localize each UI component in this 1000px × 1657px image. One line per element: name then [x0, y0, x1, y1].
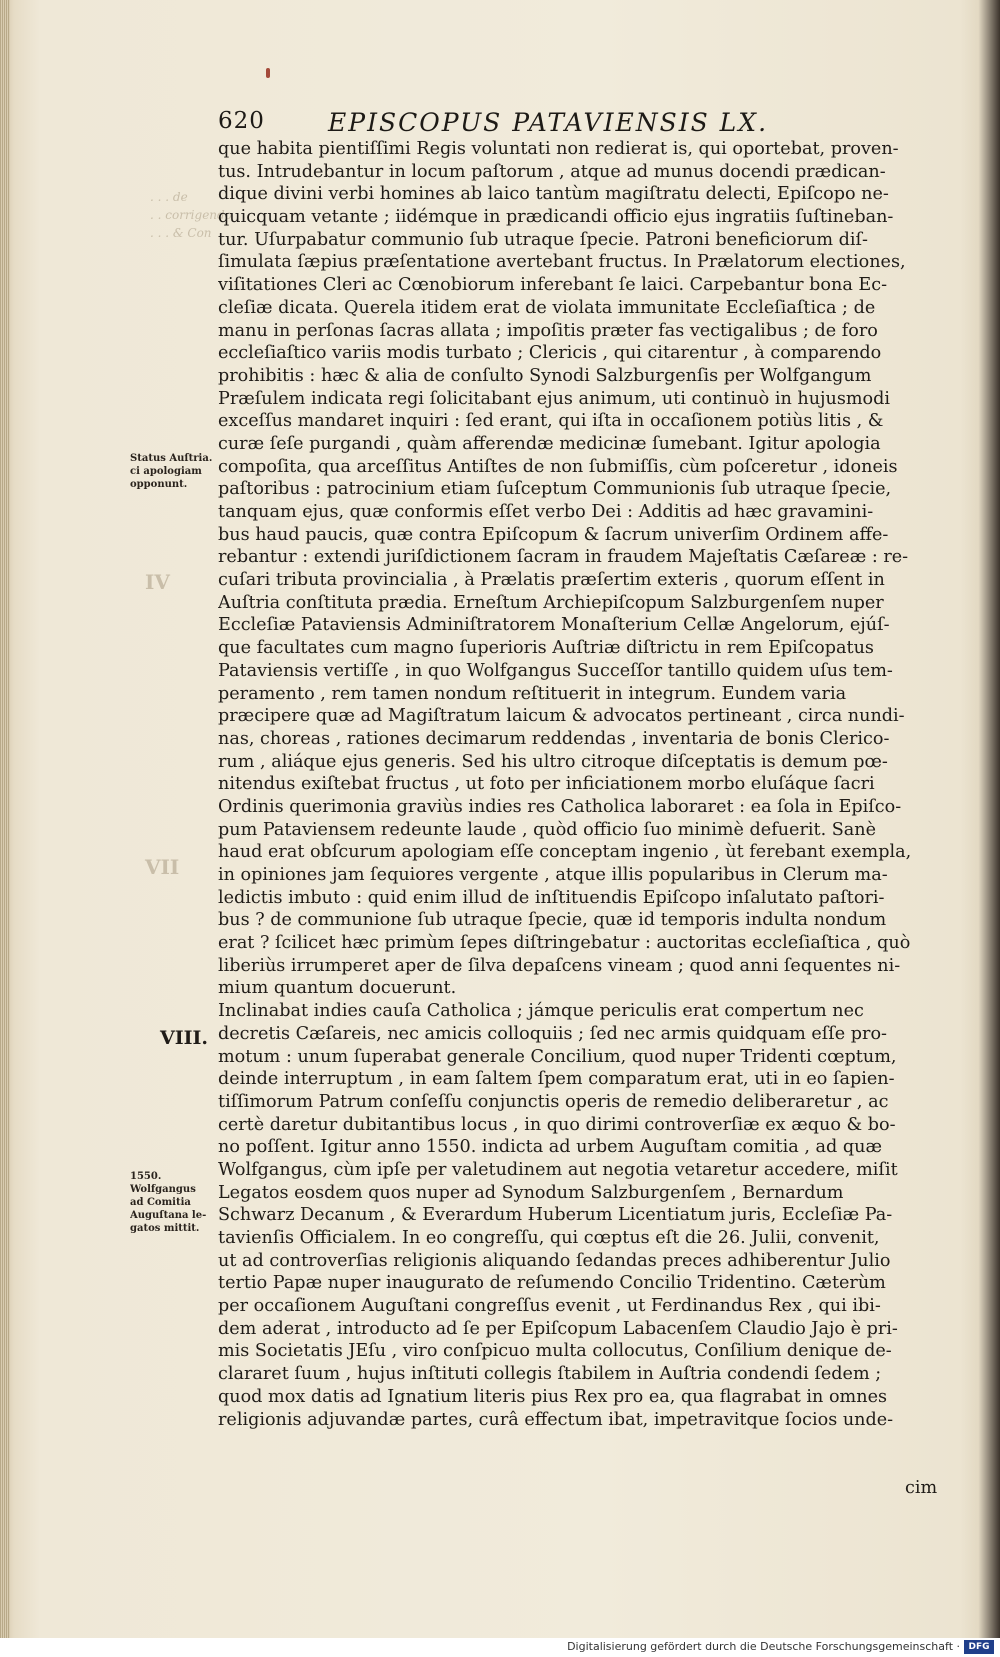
page-header [218, 108, 818, 140]
text-line: no poſſent. Igitur anno 1550. indicta ad urbem Auguſtam comitia , ad quæ [218, 1137, 882, 1158]
footer-credit: Digitalisierung gefördert durch die Deutsche Forschungsgemeinschaft · [567, 1640, 960, 1653]
text-line: nitendus exiſtebat fructus , ut foto per inficiationem morbo eluſáque ſacri [218, 774, 875, 795]
margin-note-line: opponunt. [130, 479, 188, 490]
text-line: que facultates cum magno ſuperioris Auſtriæ diſtrictu in rem Epiſcopatus [218, 638, 874, 659]
text-line: Inclinabat indies cauſa Catholica ; jámque periculis erat compertum nec [218, 1001, 864, 1022]
text-line: haud erat obſcurum apologiam eſſe conceptam ingenio , ùt ferebant exempla, [218, 842, 912, 863]
text-line: que habita pientiſſimi Regis voluntati non redierat is, qui oportebat, proven- [218, 139, 899, 159]
text-line: rebantur : extendi juriſdictionem ſacram in fraudem Majeſtatis Cæſareæ : re- [218, 547, 909, 568]
text-line: Ordinis querimonia graviùs indies res Catholica laboraret : ea ſola in Epiſco- [218, 796, 902, 817]
text-line: pum Pataviensem redeunte laude , quòd officio ſuo minimè defuerit. Sanè [218, 819, 877, 840]
text-line: Schwarz Decanum , & Everardum Huberum Licentiatum juris, Eccleſiæ Pa- [218, 1205, 893, 1226]
text-line: religionis adjuvandæ partes, curâ effectum ibat, impetravitque ſocios unde- [218, 1409, 894, 1430]
text-line: tavienſis Officialem. In eo congreſſu, qui cœptus eſt die 26. Julii, convenit, [218, 1228, 880, 1248]
text-line: deinde interruptum , in eam ſaltem ſpem comparatum erat, uti in eo ſapien- [218, 1069, 895, 1090]
catchword: cim [905, 1478, 938, 1498]
text-line: Præſulem indicata regi ſolicitabant ejus animum, uti continuò in hujusmodi [218, 388, 891, 409]
margin-note-line: ad Comitia [130, 1197, 191, 1208]
text-line: bus haud paucis, quæ contra Epiſcopum & ſacrum univerſim Ordinem affe- [218, 524, 889, 545]
page-number: 620 [218, 108, 265, 134]
bleed-through-text: . . corrigendo [150, 208, 232, 222]
text-line: exceſſus mandaret inquiri : ſed erant, qui iſta in occaſionem potiùs litis , & [218, 411, 884, 432]
dfg-logo: DFG [964, 1640, 994, 1654]
body-text [218, 138, 930, 1431]
text-line: in opiniones jam ſequiores vergente , atque illis popularibus in Clerum ma- [218, 865, 888, 885]
bleed-through-text: . . . & Con [150, 226, 212, 240]
ink-speck [266, 68, 270, 78]
text-line: Wolfgangus, cùm ipſe per valetudinem aut negotia vetaretur accedere, miſit [218, 1159, 898, 1180]
text-line: liberiùs irrumperet aper de ſilva depaſcens vineam ; quod anni ſequentes ni- [218, 955, 901, 976]
text-line: prohibitis : hæc & alia de conſulto Synodi Salzburgenſis per Wolfgangum [218, 365, 872, 386]
text-line: tus. Intrudebantur in locum paſtorum , atque ad munus docendi prædican- [218, 161, 886, 182]
text-line: decretis Cæſareis, nec amicis colloquiis ; ſed nec armis quidquam eſſe pro- [218, 1023, 887, 1044]
text-line: per occaſionem Auguſtani congreſſus evenit , ut Ferdinandus Rex , qui ibi- [218, 1296, 881, 1317]
text-line: Auſtria conſtituta prædia. Erneſtum Archiepiſcopum Salzburgenſem nuper [218, 592, 884, 613]
text-line: bus ? de communione ſub utraque ſpecie, quæ id temporis indulta nondum [218, 910, 887, 931]
bleed-through-text: . . . de [150, 190, 188, 204]
text-line: curæ ſeſe purgandi , quàm afferendæ medicinæ ſumebant. Igitur apologia [218, 433, 881, 454]
text-line: Pataviensis vertiſſe , in quo Wolfgangus Succeſſor tantillo quidem uſus tem- [218, 660, 893, 681]
bleed-through-text: IV [145, 570, 170, 594]
text-line: quod mox datis ad Ignatium literis pius Rex pro ea, qua flagrabat in omnes [218, 1386, 888, 1407]
text-line: erat ? ſcilicet hæc primùm ſepes diſtringebatur : auctoritas eccleſiaſtica , quò [218, 933, 911, 954]
text-line: Legatos eosdem quos nuper ad Synodum Salzburgenſem , Bernardum [218, 1182, 844, 1203]
page-edge-shadow [978, 0, 1000, 1638]
text-line: mium quantum docuerunt. [218, 978, 457, 999]
margin-note-line: gatos mittit. [130, 1223, 200, 1234]
text-line: compoſita, qua arceſſitus Antiſtes de non ſubmiſſis, cùm poſceretur , idoneis [218, 456, 898, 477]
text-line: quicquam vetante ; iidémque in prædicandi officio ejus ingratiis ſuſtineban- [218, 207, 894, 228]
margin-note-line: ci apologiam [130, 466, 202, 477]
text-line: eccleſiaſtico variis modis turbato ; Clericis , qui citarentur , à comparendo [218, 343, 882, 364]
margin-note-wolfgangus [130, 1170, 218, 1235]
digitization-footer [0, 1638, 1000, 1657]
text-line: motum : unum ſuperabat generale Concilium, quod nuper Tridenti cœptum, [218, 1046, 897, 1067]
text-line: dique divini verbi homines ab laico tantùm magiſtratu delecti, Epiſcopo ne- [218, 184, 889, 205]
margin-note-line: Wolfgangus [130, 1184, 196, 1195]
text-line: peramento , rem tamen nondum reſtituerit in integrum. Eundem varia [218, 683, 847, 704]
text-line: cleſiæ dicata. Querela itidem erat de violata immunitate Eccleſiaſtica ; de [218, 297, 876, 318]
text-line: tiſſimorum Patrum conſeſſu conjunctis operis de remedio deliberaretur , ac [218, 1091, 889, 1112]
text-line: tertio Papæ nuper inaugurato de reſumendo Concilio Tridentino. Cæterùm [218, 1273, 886, 1294]
text-line: viſitationes Cleri ac Cœnobiorum inferebant ſe laici. Carpebantur bona Ec- [218, 275, 888, 296]
margin-note-line: Auguſtana le- [130, 1210, 207, 1221]
running-head: EPISCOPUS PATAVIENSIS LX. [328, 108, 769, 137]
text-line: clararet ſuum , hujus inſtituti collegis ſtabilem in Auſtria condendi ſedem ; [218, 1364, 882, 1385]
text-line: Eccleſiæ Pataviensis Adminiſtratorem Monaſterium Cellæ Angelorum, ejúſ- [218, 615, 890, 636]
margin-note-line: 1550. [130, 1171, 162, 1182]
text-line: præcipere quæ ad Magiſtratum laicum & advocatos pertineant , circa nundi- [218, 706, 905, 727]
text-line: dem aderat , introducto ad ſe per Epiſcopum Labacenſem Claudio Jajo è pri- [218, 1318, 898, 1339]
text-line: paſtoribus : patrocinium etiam ſuſceptum Communionis ſub utraque ſpecie, [218, 479, 892, 500]
margin-note-status-austriaci [130, 452, 218, 491]
text-line: certè daretur dubitantibus locus , in quo dirimi controverſiæ ex æquo & bo- [218, 1114, 896, 1135]
text-line: manu in perſonas ſacras allata ; impoſitis præter fas vectigalibus ; de foro [218, 320, 878, 341]
text-line: mis Societatis JEſu , viro conſpicuo multa collocutus, Conſilium denique de- [218, 1341, 892, 1362]
section-number: VIII. [160, 1027, 209, 1049]
text-line: tur. Uſurpabatur communio ſub utraque ſpecie. Patroni beneficiorum diſ- [218, 229, 868, 250]
text-line: cuſari tributa provincialia , à Prælatis præſertim exteris , quorum eſſent in [218, 570, 885, 591]
text-line: ſimulata ſæpius præſentatione avertebant fructus. In Prælatorum electiones, [218, 252, 906, 273]
text-line: nas, choreas , rationes decimarum reddendas , inventaria de bonis Clerico- [218, 728, 890, 749]
text-line: rum , aliáque ejus generis. Sed his ultro citroque diſceptatis is demum pœ- [218, 751, 888, 772]
text-line: ut ad controverſias religionis aliquando ſedandas preces adhiberentur Julio [218, 1250, 891, 1271]
book-spine [0, 0, 10, 1638]
text-line: ledictis imbuto : quid enim illud de inſtituendis Epiſcopo inſalutato paſtori- [218, 887, 885, 908]
margin-note-line: Status Auſtria. [130, 453, 213, 464]
bleed-through-text: VII [145, 855, 180, 879]
text-line: tanquam ejus, quæ conformis eſſet verbo Dei : Additis ad hæc gravamini- [218, 502, 874, 522]
